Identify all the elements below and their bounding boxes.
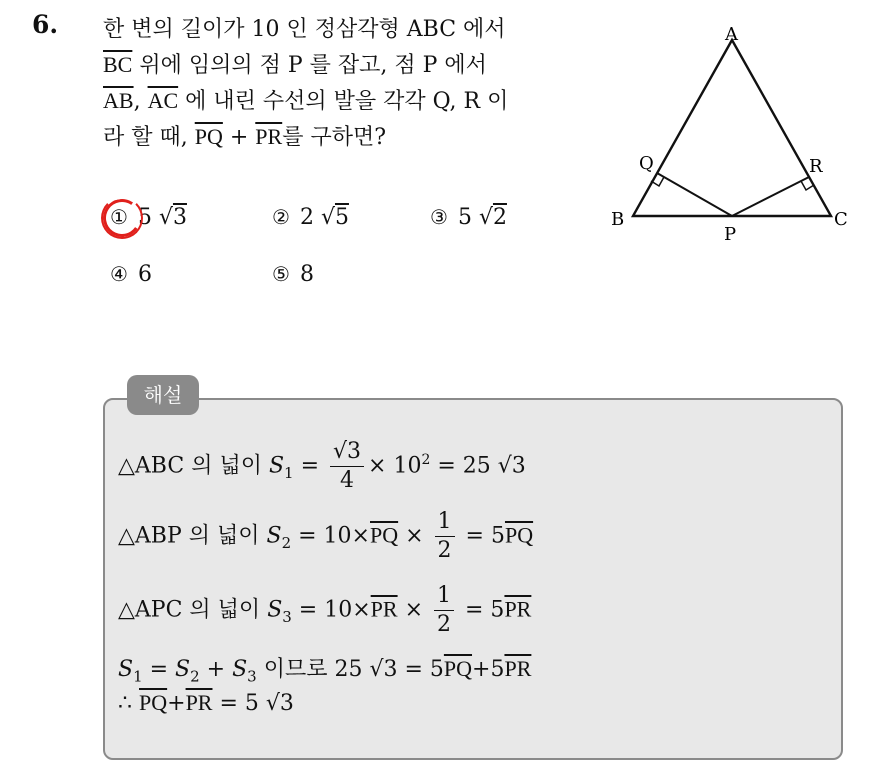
l3-eq: = 10× <box>291 597 371 623</box>
label-r: R <box>809 156 823 177</box>
l1-fraction <box>330 438 364 495</box>
question-line-1: 한 변의 길이가 10 인 정삼각형 ABC 에서 <box>103 17 506 42</box>
l2-pre: △ABP 의 넓이 <box>118 523 267 549</box>
l4-eq: = <box>142 657 176 682</box>
l2-post: = 5 <box>458 523 505 549</box>
l1-mid: × 10 <box>368 453 422 479</box>
question-line-4 <box>103 119 603 155</box>
l3-times: × <box>397 597 431 623</box>
sqrt-symbol: √2 <box>478 205 507 230</box>
therefore-sign: ∴ <box>118 691 139 716</box>
l1-post: = 25 √3 <box>430 453 526 479</box>
l2-den: 2 <box>437 538 452 563</box>
choice-3-coef: 5 <box>457 205 472 230</box>
l3-segment: $\overline{PR}$ <box>370 596 398 622</box>
choice-4[interactable] <box>110 262 152 287</box>
separator: , <box>133 89 148 114</box>
choice-4-value: 6 <box>137 262 152 287</box>
question-line-4-end: 를 구하면? <box>282 125 386 150</box>
choice-1-coef: 5 <box>137 205 152 230</box>
segment-bc: $\overline{BC}$ <box>103 52 133 77</box>
sqrt-symbol: √5 <box>320 205 349 230</box>
l4-segment-pr: $\overline{PR}$ <box>504 656 532 681</box>
question-line-3 <box>103 83 603 119</box>
l3-sub: 3 <box>282 607 292 626</box>
solution-line-4 <box>118 652 531 685</box>
solution-line-2 <box>118 508 533 565</box>
choice-2-mark: ② <box>272 205 290 229</box>
label-c: C <box>834 209 848 230</box>
l4-plus: + <box>199 657 233 682</box>
l1-s: S <box>268 453 285 479</box>
l1-den: 4 <box>340 468 354 493</box>
solution-line-3 <box>118 582 531 639</box>
l2-fraction <box>435 508 455 565</box>
triangle-figure <box>605 18 865 258</box>
l2-s: S <box>266 523 282 549</box>
label-p: P <box>724 224 737 245</box>
l1-eq: = <box>293 453 326 479</box>
plus-sign: + <box>222 125 256 150</box>
choice-5[interactable] <box>272 262 314 287</box>
segment-pr-line <box>732 177 809 216</box>
l1-sub: 1 <box>284 463 294 482</box>
l3-num: 1 <box>434 582 454 611</box>
segment-ac: $\overline{AC}$ <box>147 88 179 113</box>
l1-sup: 2 <box>421 452 431 469</box>
question-line-2 <box>103 47 603 83</box>
l4-sub2: 2 <box>190 667 200 686</box>
l4-s2: S <box>175 657 191 682</box>
l1-num: √3 <box>330 438 364 467</box>
l2-times: × <box>398 523 431 549</box>
label-b: B <box>611 209 625 230</box>
l3-segment-2: $\overline{PR}$ <box>504 596 532 622</box>
choice-3-radicand: 2 <box>492 205 507 230</box>
segment-pq: $\overline{PQ}$ <box>194 124 223 149</box>
solution-line-5 <box>118 690 294 716</box>
label-a: A <box>725 24 738 45</box>
triangle-abc <box>633 40 831 216</box>
l2-eq: = 10× <box>291 523 370 549</box>
choice-2[interactable] <box>272 205 349 230</box>
l3-pre: △APC 의 넓이 <box>118 597 268 623</box>
question-line-2-text: 위에 임의의 점 P 를 잡고, 점 P 에서 <box>132 53 487 78</box>
choice-5-value: 8 <box>299 262 314 287</box>
choice-5-mark: ⑤ <box>272 262 290 286</box>
segment-ab: $\overline{AB}$ <box>103 88 134 113</box>
l4-segment-pq: $\overline{PQ}$ <box>443 656 473 681</box>
l3-s: S <box>267 597 283 623</box>
l2-sub: 2 <box>281 533 292 552</box>
solution-line-1 <box>118 438 526 495</box>
segment-pr: $\overline{PR}$ <box>255 124 283 149</box>
l3-post: = 5 <box>458 597 505 623</box>
answer-circle-mark-stroke <box>101 197 143 239</box>
l3-fraction <box>434 582 454 639</box>
l4-post: 이므로 25 √3 = 5 <box>256 657 444 682</box>
label-q: Q <box>639 153 654 174</box>
l5-post: = 5 √3 <box>212 691 294 716</box>
sqrt-symbol: √3 <box>158 205 187 230</box>
l3-den: 2 <box>437 612 452 637</box>
l4-sub1: 1 <box>133 667 143 686</box>
choice-3[interactable] <box>430 205 507 230</box>
l2-segment-2: $\overline{PQ}$ <box>504 522 534 548</box>
l2-segment: $\overline{PQ}$ <box>370 522 399 548</box>
l5-segment-pr: $\overline{PR}$ <box>185 690 213 715</box>
question-text <box>103 12 603 155</box>
l4-sub3: 3 <box>247 667 257 686</box>
question-line-4-text: 라 할 때, <box>103 125 195 150</box>
l5-segment-pq: $\overline{PQ}$ <box>139 690 168 715</box>
choice-3-mark: ③ <box>430 205 448 229</box>
l2-num: 1 <box>435 508 455 537</box>
l4-s3: S <box>232 657 248 682</box>
l4-plus2: +5 <box>472 657 505 682</box>
choice-1-mark: ① <box>110 205 128 229</box>
choice-4-mark: ④ <box>110 262 128 286</box>
solution-tag: 해설 <box>127 375 199 415</box>
choice-1-radicand: 3 <box>172 205 187 230</box>
segment-pq-line <box>657 173 732 216</box>
l1-pre: △ABC 의 넓이 <box>118 453 269 479</box>
choice-2-radicand: 5 <box>334 205 349 230</box>
l4-s1: S <box>118 657 134 682</box>
question-number: 6. <box>32 10 59 39</box>
l5-plus: + <box>167 691 186 716</box>
question-line-3-text: 에 내린 수선의 발을 각각 Q, R 이 <box>178 89 509 114</box>
choice-2-coef: 2 <box>299 205 314 230</box>
